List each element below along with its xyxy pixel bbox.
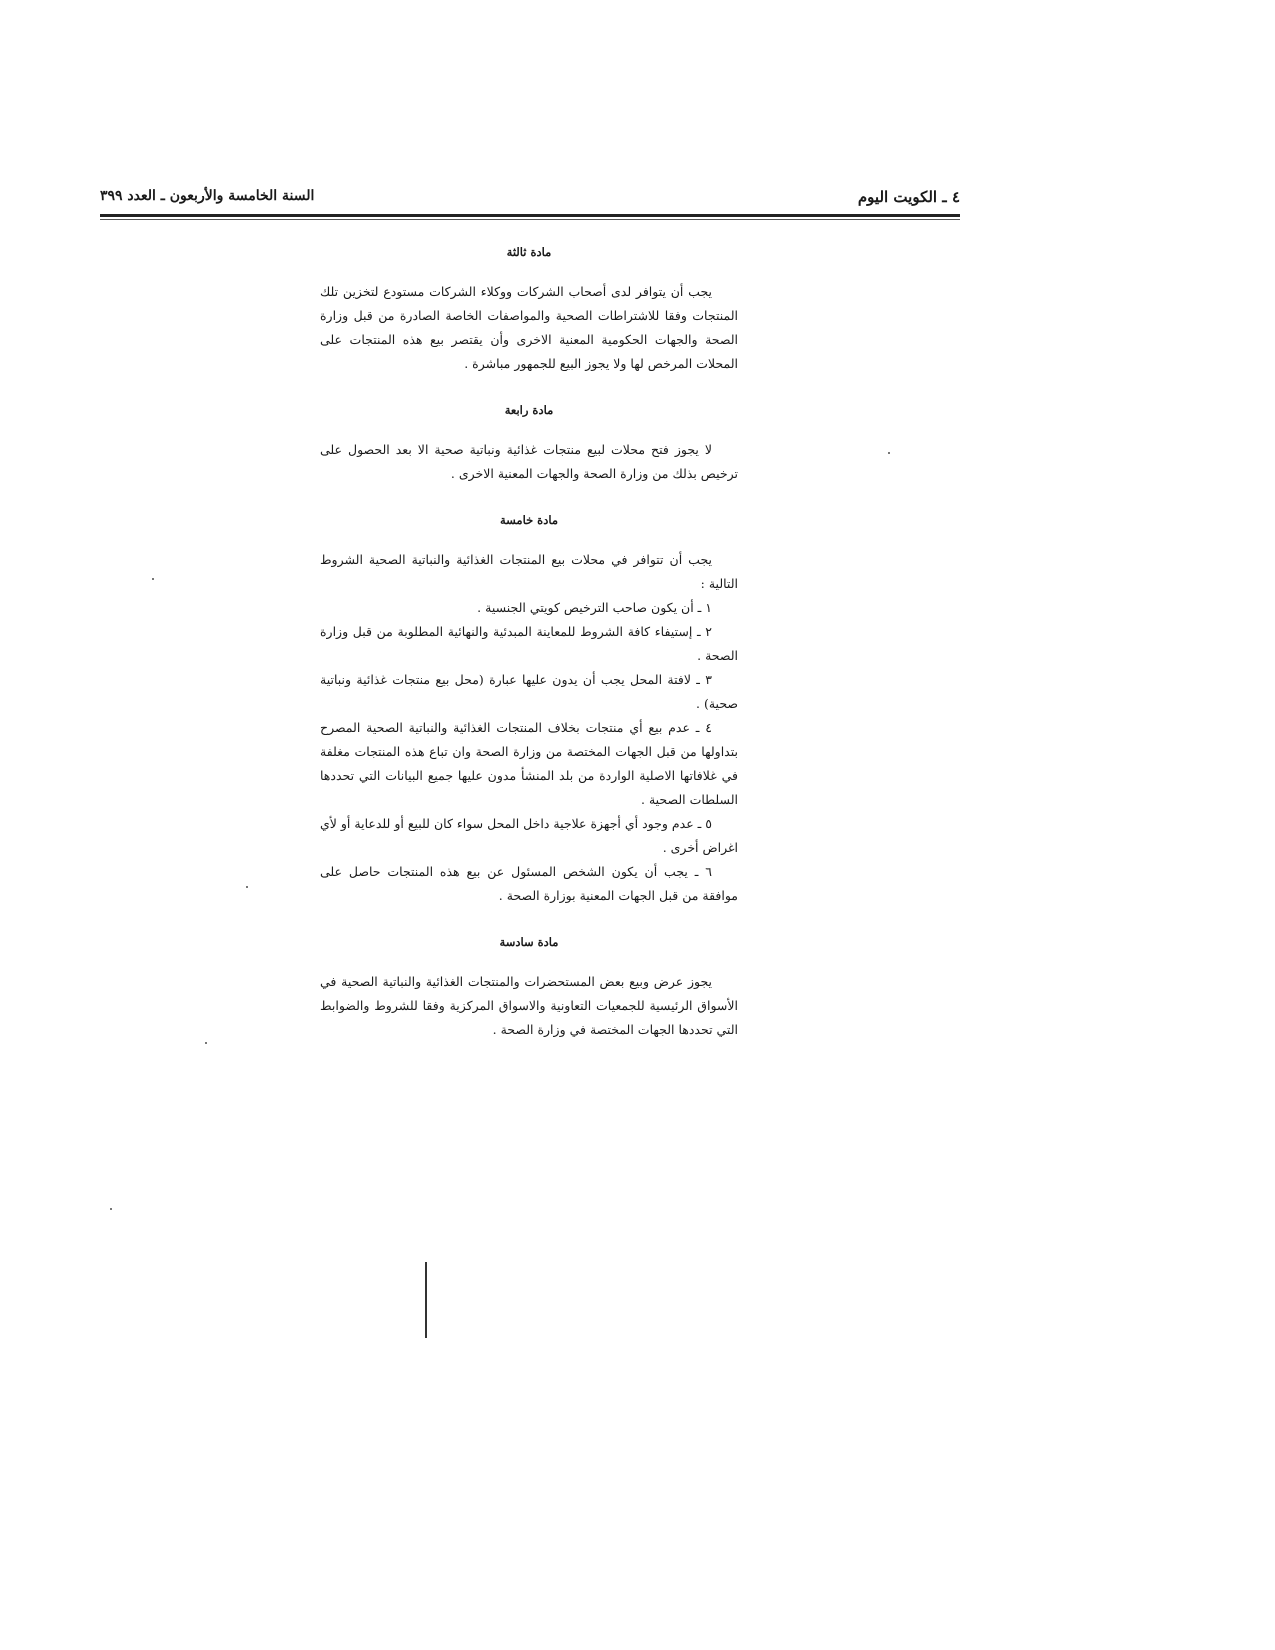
article-intro: يجب أن تتوافر في محلات بيع المنتجات الغذائية والنباتية الصحية الشروط التالية :: [320, 552, 738, 591]
conditions-list: [320, 596, 738, 908]
article-6: [320, 930, 738, 1042]
list-item: ٦ ـ يجب أن يكون الشخص المسئول عن بيع هذه المنتجات حاصل على موافقة من قبل الجهات المعنية بوزارة الصحة .: [320, 864, 738, 903]
scan-speck: [152, 578, 154, 580]
issue-info: السنة الخامسة والأربعون ـ العدد ٣٩٩: [100, 188, 315, 204]
article-title: مادة سادسة: [499, 935, 559, 949]
article-4: [320, 398, 738, 486]
scan-speck: [246, 886, 248, 888]
list-item: ٢ ـ إستيفاء كافة الشروط للمعاينة المبدئية والنهائية المطلوبة من قبل وزارة الصحة .: [320, 624, 738, 663]
article-text: يجب أن يتوافر لدى أصحاب الشركات ووكلاء الشركات مستودع لتخزين تلك المنتجات وفقا للاشتراطات الصحية والمواصفات الخاصة الصادرة من قبل وزارة الصحة والجهات الحكومية المعنية الاخرى وأن يقتصر بيع هذه المنتجات على المحلات المرخص لها ولا يجوز البيع للجمهور مباشرة .: [320, 284, 738, 371]
article-text: لا يجوز فتح محلات لبيع منتجات غذائية ونباتية صحية الا بعد الحصول على ترخيص بذلك من وزارة الصحة والجهات المعنية الاخرى .: [320, 442, 738, 481]
article-text: يجوز عرض وبيع بعض المستحضرات والمنتجات الغذائية والنباتية الصحية في الأسواق الرئيسية للجمعيات التعاونية والاسواق المركزية وفقا للشروط والضوابط التي تحددها الجهات المختصة في وزارة الصحة .: [320, 974, 738, 1037]
list-item: ٤ ـ عدم بيع أي منتجات بخلاف المنتجات الغذائية والنباتية الصحية المصرح بتداولها من قبل الجهات المختصة من وزارة الصحة وان تباع هذه المنتجات مغلفة في غلافاتها الاصلية الواردة من بلد المنشأ مدون عليها جميع البيانات التي تحددها السلطات الصحية .: [320, 720, 738, 807]
scan-speck: [205, 1042, 207, 1044]
header-rule-thin: [100, 219, 960, 220]
header-rule: [100, 214, 960, 217]
list-item: ٣ ـ لافتة المحل يجب أن يدون عليها عبارة (محل بيع منتجات غذائية ونباتية صحية) .: [320, 672, 738, 711]
page-number-and-title: ٤ ـ الكويت اليوم: [857, 188, 960, 206]
list-item: ٥ ـ عدم وجود أي أجهزة علاجية داخل المحل سواء كان للبيع أو للدعاية أو لأي اغراض أخرى .: [320, 816, 738, 855]
article-title: مادة ثالثة: [506, 245, 552, 259]
document-body: [320, 240, 738, 1064]
article-title: مادة خامسة: [499, 513, 558, 527]
scan-speck: [110, 1208, 112, 1210]
article-5: [320, 508, 738, 908]
article-title: مادة رابعة: [504, 403, 554, 417]
scan-speck: [888, 452, 890, 454]
page-header: [100, 188, 960, 212]
scan-mark: [425, 1262, 427, 1338]
article-3: [320, 240, 738, 376]
list-item: ١ ـ أن يكون صاحب الترخيص كويتي الجنسية .: [477, 600, 712, 615]
